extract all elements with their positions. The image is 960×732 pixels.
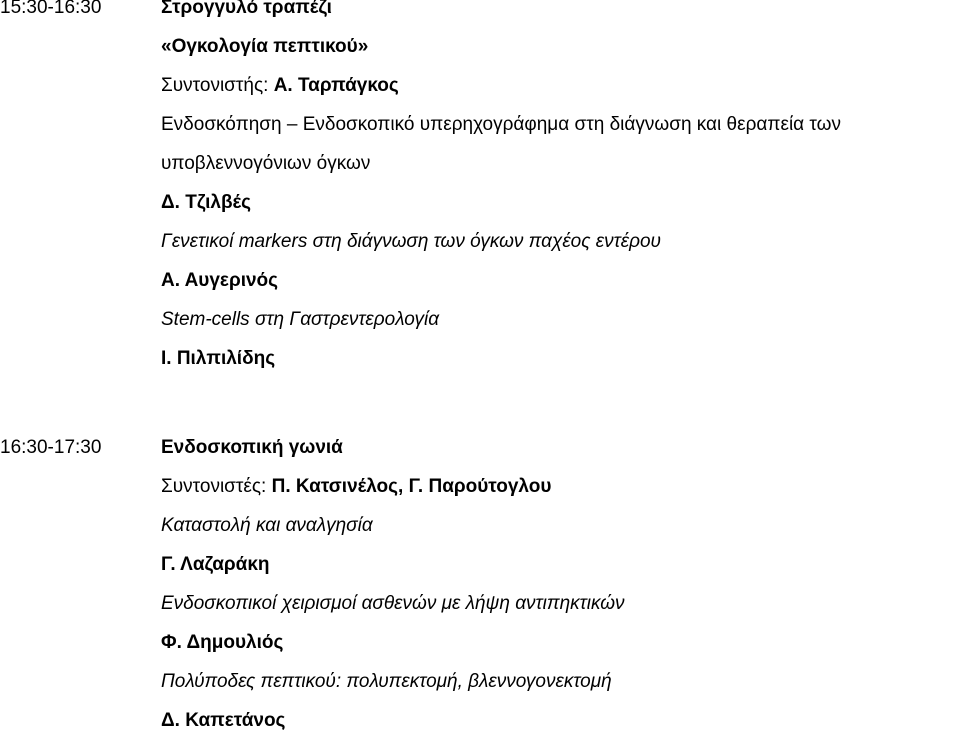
talk-title-continued: υποβλεννογόνιων όγκων: [161, 153, 371, 174]
talk-speaker: Ι. Πιλπιλίδης: [161, 348, 276, 369]
session-title: Ενδοσκοπική γωνιά: [161, 437, 343, 458]
talk-title: Καταστολή και αναλγησία: [161, 515, 373, 536]
session-chair: [161, 476, 551, 498]
session-subtitle: «Ογκολογία πεπτικού»: [161, 36, 369, 57]
chair-names: Α. Ταρπάγκος: [273, 75, 399, 96]
chair-names: Π. Κατσινέλος, Γ. Παρούτογλου: [271, 476, 552, 497]
talk-title: Ενδοσκοπικοί χειρισμοί ασθενών με λήψη αντιπηκτικών: [161, 593, 625, 614]
talk-title: Πολύποδες πεπτικού: πολυπεκτομή, βλεννογονεκτομή: [161, 671, 612, 692]
talk-speaker: Δ. Τζιλβές: [161, 192, 252, 213]
talk-speaker: Δ. Καπετάνος: [161, 710, 286, 731]
talk-title: Γενετικοί markers στη διάγνωση των όγκων παχέος εντέρου: [161, 231, 661, 252]
talk-speaker: Φ. Δημουλιός: [161, 632, 284, 653]
chair-label: Συντονιστές:: [161, 476, 267, 497]
session-chair: [161, 75, 399, 97]
session-title: Στρογγυλό τραπέζι: [161, 0, 332, 18]
talk-speaker: Γ. Λαζαράκη: [161, 554, 270, 575]
session-time: 15:30-16:30: [0, 0, 102, 18]
talk-title: Ενδοσκόπηση – Ενδοσκοπικό υπερηχογράφημα στη διάγνωση και θεραπεία των: [161, 114, 842, 135]
talk-speaker: Α. Αυγερινός: [161, 270, 279, 291]
chair-label: Συντονιστής:: [161, 75, 269, 96]
session-time: 16:30-17:30: [0, 437, 102, 458]
talk-title: Stem-cells στη Γαστρεντερολογία: [161, 309, 440, 330]
